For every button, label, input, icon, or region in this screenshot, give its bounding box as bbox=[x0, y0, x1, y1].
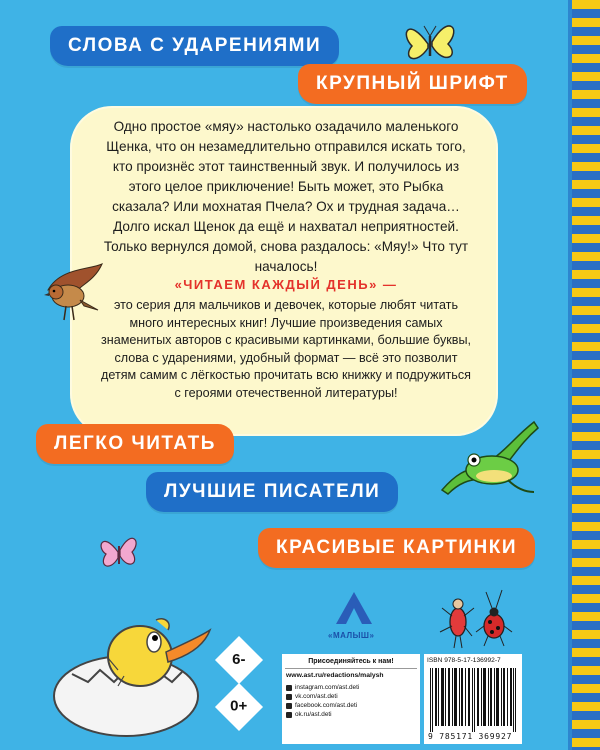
vk-icon bbox=[286, 694, 292, 700]
frog-illustration bbox=[438, 418, 546, 502]
label-beautiful-pictures: КРАСИВЫЕ КАРТИНКИ bbox=[258, 528, 535, 568]
age-rating-0: 0+ bbox=[215, 683, 263, 731]
join-us-text: Присоединяйтесь к нам! bbox=[285, 654, 417, 669]
story-paragraph: Одно простое «мяу» настолько озадачило маленького Щенка, что он незамедлительно отправился искать того, кто произнёс этот таинственный звук. И получилось из этого целое приключение! Быть может, это Рыбка сказала? Или мохнатая Пчела? Ох и трудная задача… Долго искал Щенок да ещё и нахватал неприятностей. Только вернулся домой, снова раздалось: «Мяу!» Что тут началось! bbox=[103, 119, 469, 274]
age-rating-6: 6- bbox=[215, 636, 263, 684]
chick-in-egg-illustration bbox=[48, 590, 218, 742]
facebook-icon bbox=[286, 703, 292, 709]
publisher-info-box bbox=[282, 654, 420, 744]
ok-icon bbox=[286, 712, 292, 718]
sparrow-illustration bbox=[40, 262, 110, 328]
label-easy-reading: ЛЕГКО ЧИТАТЬ bbox=[36, 424, 234, 464]
website-link[interactable]: www.ast.ru/redactions/malysh bbox=[286, 672, 384, 679]
isbn-label: ISBN 978-5-17-136992-7 bbox=[427, 657, 501, 664]
social-facebook[interactable]: facebook.com/ast.deti bbox=[282, 701, 420, 710]
label-large-font: КРУПНЫЙ ШРИФТ bbox=[298, 64, 527, 104]
label-stressed-words: СЛОВА С УДАРЕНИЯМИ bbox=[50, 26, 339, 66]
publisher-logo-text: «МАЛЫШ» bbox=[328, 631, 375, 640]
isbn-barcode-box bbox=[424, 654, 522, 744]
publisher-logo-icon bbox=[332, 588, 376, 630]
social-ok[interactable]: ok.ru/ast.deti bbox=[282, 710, 420, 719]
social-vk[interactable]: vk.com/ast.deti bbox=[282, 692, 420, 701]
series-description: это серия для мальчиков и девочек, которые любят читать много интересных книг! Лучшие произведения самых знаменитых авторов с красивыми картинками, большие буквы, слова с ударениями, удобный формат — всё это позволит детям самим с лёгкостью прочитать всю книжку и подружиться с героями отечественной литературы! bbox=[100, 298, 472, 400]
barcode-number: 9 785171 369927 bbox=[428, 732, 513, 741]
label-best-writers: ЛУЧШИЕ ПИСАТЕЛИ bbox=[146, 472, 398, 512]
yellow-butterfly-icon bbox=[398, 14, 462, 68]
barcode-icon bbox=[430, 668, 516, 732]
pink-butterfly-icon bbox=[96, 528, 142, 576]
series-heading: «ЧИТАЕМ КАЖДЫЙ ДЕНЬ» — bbox=[174, 277, 398, 292]
social-instagram[interactable]: instagram.com/ast.deti bbox=[282, 683, 420, 692]
spine-stripes bbox=[572, 0, 600, 750]
insects-illustration bbox=[436, 586, 516, 650]
instagram-icon bbox=[286, 685, 292, 691]
